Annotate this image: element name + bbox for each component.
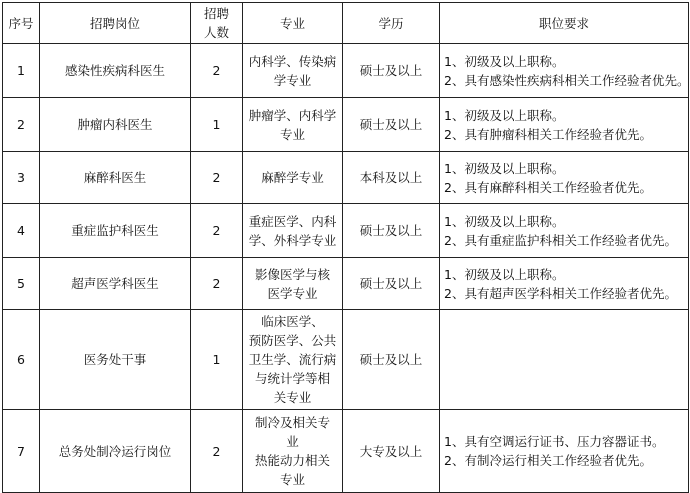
row-seq: 6 (3, 310, 40, 410)
requirement-line: 1、初级及以上职称。 (444, 53, 565, 69)
table-row (3, 44, 689, 98)
row-major (243, 98, 343, 152)
header-row (3, 3, 689, 44)
requirement-line: 1、初级及以上职称。 (444, 213, 565, 229)
row-requirements (440, 44, 689, 98)
row-seq: 2 (3, 98, 40, 152)
header-count-line1: 招聘 (203, 6, 229, 21)
requirement-line: 1、初级及以上职称。 (444, 266, 565, 282)
major-line: 重症医学、内科 (248, 213, 337, 229)
table-row (3, 204, 689, 258)
row-seq: 7 (3, 410, 40, 493)
row-position: 肿瘤内科医生 (40, 98, 191, 152)
requirement-line: 2、有制冷运行相关工作经验者优先。 (444, 453, 652, 468)
requirement-line: 1、具有空调运行证书、压力容器证书。 (444, 434, 665, 449)
major-line: 业 (286, 434, 299, 449)
row-requirements (440, 410, 689, 493)
row-position: 医务处干事 (40, 310, 191, 410)
header-position: 招聘岗位 (40, 3, 191, 44)
major-line: 麻醉学专业 (261, 170, 324, 185)
row-education: 硕士及以上 (343, 44, 440, 98)
major-line: 医学专业 (267, 285, 318, 301)
row-count: 2 (191, 44, 243, 98)
header-count-line2: 人数 (203, 25, 229, 40)
row-position: 麻醉科医生 (40, 152, 191, 204)
table-row (3, 98, 689, 152)
major-line: 关专业 (273, 390, 312, 405)
row-count: 2 (191, 410, 243, 493)
requirement-line: 2、具有重症监护科相关工作经验者优先。 (444, 232, 677, 248)
row-seq: 4 (3, 204, 40, 258)
header-count (191, 3, 243, 44)
major-line: 预防医学、公共 (248, 333, 337, 348)
major-line: 内科学、传染病 (248, 53, 337, 69)
major-line: 临床医学、 (261, 314, 324, 329)
requirement-line: 2、具有超声医学科相关工作经验者优先。 (444, 285, 677, 301)
row-education: 本科及以上 (343, 152, 440, 204)
row-position: 总务处制冷运行岗位 (40, 410, 191, 493)
row-seq: 5 (3, 258, 40, 310)
major-line: 热能动力相关 (254, 453, 330, 468)
row-position: 重症监护科医生 (40, 204, 191, 258)
table-row (3, 310, 689, 410)
header-major: 专业 (243, 3, 343, 44)
row-education: 硕士及以上 (343, 98, 440, 152)
header-education: 学历 (343, 3, 440, 44)
row-count: 1 (191, 98, 243, 152)
table-row (3, 258, 689, 310)
row-major (243, 310, 343, 410)
major-line: 影像医学与核 (254, 266, 330, 282)
major-line: 专业 (279, 126, 305, 142)
requirement-line: 1、初级及以上职称。 (444, 107, 565, 123)
row-requirements (440, 204, 689, 258)
row-education: 硕士及以上 (343, 310, 440, 410)
table-row (3, 410, 689, 493)
major-line: 卫生学、流行病 (248, 352, 337, 367)
row-requirements (440, 258, 689, 310)
requirement-line: 2、具有肿瘤科相关工作经验者优先。 (444, 126, 652, 142)
row-education: 大专及以上 (343, 410, 440, 493)
header-requirements: 职位要求 (440, 3, 689, 44)
row-major (243, 258, 343, 310)
recruitment-table (2, 2, 689, 493)
row-requirements (440, 310, 689, 410)
row-count: 1 (191, 310, 243, 410)
row-education: 硕士及以上 (343, 204, 440, 258)
header-seq: 序号 (3, 3, 40, 44)
row-major (243, 152, 343, 204)
major-line: 学、外科学专业 (248, 232, 337, 248)
row-position: 超声医学科医生 (40, 258, 191, 310)
row-major (243, 204, 343, 258)
row-count: 2 (191, 258, 243, 310)
requirement-line: 1、初级及以上职称。 (444, 160, 565, 176)
requirement-line: 2、具有感染性疾病科相关工作经验者优先。 (444, 72, 690, 88)
major-line: 专业 (279, 472, 305, 487)
requirement-line: 2、具有麻醉科相关工作经验者优先。 (444, 179, 652, 195)
row-requirements (440, 152, 689, 204)
row-major (243, 44, 343, 98)
row-seq: 3 (3, 152, 40, 204)
major-line: 与统计学等相 (254, 371, 330, 386)
row-major (243, 410, 343, 493)
major-line: 学专业 (273, 72, 312, 88)
row-count: 2 (191, 204, 243, 258)
row-count: 2 (191, 152, 243, 204)
row-requirements (440, 98, 689, 152)
major-line: 制冷及相关专 (254, 415, 330, 430)
row-position: 感染性疾病科医生 (40, 44, 191, 98)
row-seq: 1 (3, 44, 40, 98)
major-line: 肿瘤学、内科学 (248, 107, 337, 123)
table-row (3, 152, 689, 204)
row-education: 硕士及以上 (343, 258, 440, 310)
